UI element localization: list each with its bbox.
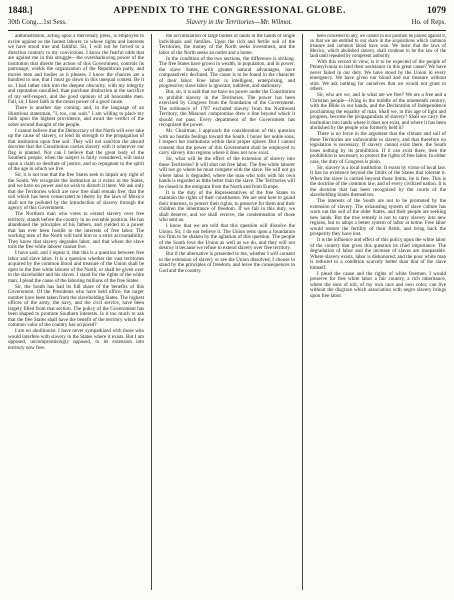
subheader-chamber: Ho. of Reps. <box>411 19 446 26</box>
paragraph: the accumulation of large bodies of lands in the hands of single individuals and families. Upon the rich and fertile soil of the Territories, the money of the North seeks investment, and the labor of the North seeks an outlet and a home. <box>159 34 295 56</box>
paragraph: Sir, the South has had its full share of the benefits of this Government. Of the Presidents who have held office, the larger number have been taken from the slaveholding States. The highest offices of the army, the navy, and the civil service, have been largely filled from that section. The policy of the Government has been shaped to promote Southern interests. Is it too much to ask that the free States shall have the benefit of the territory which the common valor of the country has acquired? <box>8 283 144 328</box>
column-divider <box>151 34 152 590</box>
header-year: 1848.] <box>8 6 33 16</box>
paragraph: But, sir, it is said that we have no power under the Constitution to prohibit slavery in the Territories. The power has been exercised by Congress from the foundation of the Government. The ordinance of 1787 excluded slavery from the Northwest Territory; the Missouri compromise drew a line beyond which it should not pass. Every department of the Government has recognized the power. <box>159 89 295 128</box>
paragraph: Sir, it is not true that the free States seek to impair any right of the South. We recognize the institution as it exists in the States, and we have no power and no wish to disturb it there. We ask only that the Territories which are now free shall remain free; that the soil which has been consecrated to liberty by the laws of Mexico shall not be polluted by the introduction of slavery through the agency of this Government. <box>8 172 144 211</box>
text-column-3 <box>310 34 446 590</box>
paragraph: been conceded to any, we cannot in our position be placed against it, so that we are entitled to our share in the acquisitions which common treasure and common blood have won. We insist that the laws of Mexico, which abolished slavery, shall continue to be the law of the land until repealed by competent authority. <box>310 34 446 60</box>
paragraph: The Northern man who votes to extend slavery over free territory, stands before the country in no enviable position. He has abandoned the principles of his fathers, and yielded to a power that has ever been hostile to the interests of free labor. The working men of the North will hold him to a strict accountability. They know that slavery degrades labor, and that where the slave toils the free white laborer cannot live. <box>8 211 144 250</box>
paragraph: In the condition of the two sections, the difference is striking. The free States have grown in wealth, in population, and in power; the slave States, with greater natural advantages, have comparatively declined. The cause is to be found in the character of their labor. Free labor is intelligent, enterprising, and progressive; slave labor is ignorant, indolent, and stationary. <box>159 55 295 89</box>
subheader-topic: Slavery in the Territories—Mr. Wilmot. <box>186 19 293 26</box>
paragraph: I am no abolitionist. I have never sympathized with those who would interfere with slavery in the States where it exists. But I am opposed, uncompromisingly opposed, to its extension into territory now free. <box>8 328 144 351</box>
paragraph: Sir, what will be the effect of the extension of slavery into these Territories? It will shut out free labor. The free white laborer will not go where he must compete with the slave. He will not go where labor is degraded, where the man who toils with his own hands is regarded as little better than the slave. The Territories will be closed to the emigrant from the North and from Europe. <box>159 156 295 190</box>
document-page <box>8 6 446 594</box>
text-column-2 <box>159 34 295 590</box>
paragraph: Sir, slavery is a local institution. It exists by virtue of local law. It has no existence beyond the limits of the States that tolerate it. When the slave is carried beyond those limits, he is free. This is the doctrine of the common law, and of every civilized nation. It is the doctrine that has been recognized by the courts of the slaveholding States themselves. <box>310 164 446 199</box>
paragraph: administration, acting upon a mercenary press, is employed to excite against us the honest laborer, to whose rights and interests we have stood true and faithful. Sir, I will not be forced to a direction contrary to my convictions. I know the fearful odds that are against me in this struggle—the overshadowing power of the institution that directs the action of this Government, controls its patronage, wields the organization of the Republican party, and moves men and bodies as it pleases. I know the chances are a hundred to one, that I must go down in this unequal contest. Be it so. I had rather sink into the deepest obscurity, with my integrity and reputation unsullied, than purchase distinction at the sacrifice of my self-respect, and the good opinion of all honorable men. Fail, sir, I have faith in the moral power of a good cause. <box>8 34 144 105</box>
page-subheader <box>8 19 446 29</box>
paragraph: But if the alternative is presented to me, whether I will consent to the extension of slavery or see the Union dissolved, I choose to stand by the principles of freedom, and leave the consequences to God and the country. <box>159 251 295 274</box>
header-title: APPENDIX TO THE CONGRESSIONAL GLOBE. <box>113 6 347 16</box>
subheader-session: 30th Cong....1st Sess. <box>8 19 67 26</box>
paragraph: I cannot believe that the Democracy of the North will ever take up the cause of slavery, or lend its strength to the propagation of that institution upon free soil. They will not sanction the absurd doctrine that the Constitution carries slavery with it wherever our flag is planted. Nor can I believe that the great body of the Southern people, when the subject is fairly considered, will insist upon a claim so destitute of justice, and so repugnant to the spirit of the age in which we live. <box>8 127 144 172</box>
paragraph: I know that we are told that this question will dissolve the Union. Sir, I do not believe it. The Union rests upon a foundation too firm to be shaken by the agitation of this question. The people of the South love the Union as well as we do, and they will not destroy it because we refuse to extend slavery over free territory. <box>159 223 295 251</box>
paragraph: It is the influence and effect of this policy upon the white labor of the country that gives this question its chief importance. The degradation of labor and the increase of slaves are inseparable. Where slavery exists, labor is dishonored; and the poor white man is reduced to a condition scarcely better than that of the slave himself. <box>310 237 446 271</box>
paragraph: Sir, who are we, and in what are we free? We are a free and a Christian people—living in the middle of the nineteenth century, with the Bible in our hands, and the Declaration of Independence proclaiming the equality of man. Shall we, in this age of light and progress, become the propagandists of slavery? Shall we carry the institution into lands where it does not exist, and where it has been abolished by the people who formerly held it? <box>310 92 446 132</box>
paragraph: I plead the cause and the rights of white freemen. I would preserve for free white labor a fair country, a rich inheritance, where the sons of toil, of my own race and own color, can live without the disgrace which association with negro slavery brings upon free labor. <box>310 270 446 299</box>
paragraph: It is the duty of the Representatives of the free States to maintain the rights of their constituents. We are sent here to guard their interests, to protect their rights, to preserve for them and their children the inheritance of freedom. If we fail in this duty, we shall deserve, and we shall receive, the condemnation of those who sent us. <box>159 189 295 223</box>
paragraph: I have said, and I repeat it, that this is a question between free labor and slave labor. It is a question whether the vast territories acquired by the common blood and treasure of the Union shall be open to the free white laborer of the North, or shall be given over to the slaveholder and his slaves. I stand for the rights of the white man; I plead the cause of the laboring millions of the free States. <box>8 250 144 284</box>
text-columns <box>8 34 446 590</box>
paragraph: The interests of the South are not to be promoted by the extension of slavery. The exhausting system of slave culture has worn out the soil of the older States, and their people are seeking new lands. But the true remedy is not to carry slavery into new regions, but to adopt a better system of labor at home. Free labor would restore the fertility of their fields, and bring back the prosperity they have lost. <box>310 198 446 238</box>
header-page-number: 1079 <box>427 6 446 16</box>
header-rule <box>8 30 446 31</box>
column-divider <box>302 34 303 590</box>
paragraph: There is no force in the argument that the climate and soil of these Territories are unfavorable to slavery, and that therefore no legislation is necessary. If slavery cannot exist there, the South loses nothing by its prohibition. If it can exist there, then the prohibition is necessary to protect the rights of free labor. In either case, the duty of Congress is plain. <box>310 131 446 165</box>
paragraph: With this record in view, is it to be expected of the people of Pennsylvania to lend their assistance in this great cause? We have never failed in our duty. We have stood by the Union in every emergency. We have given our blood and our treasure without stint. We ask nothing for ourselves that we would not grant to others. <box>310 58 446 93</box>
paragraph: Mr. Chairman, I approach the consideration of this question with no hostile feelings toward the South. I honor her noble sons; I respect her institutions within their proper sphere. But I cannot consent that the power of this Government shall be employed to carry slavery into regions where it does not now exist. <box>159 128 295 156</box>
paragraph: There is another day coming; and, in the language of an illustrious statesman, "I, too, can wait." I am willing to place my faith upon the highest providence, and await the verdict of the sober second thought of the people. <box>8 105 144 128</box>
text-column-1 <box>8 34 144 590</box>
page-header <box>8 6 446 18</box>
